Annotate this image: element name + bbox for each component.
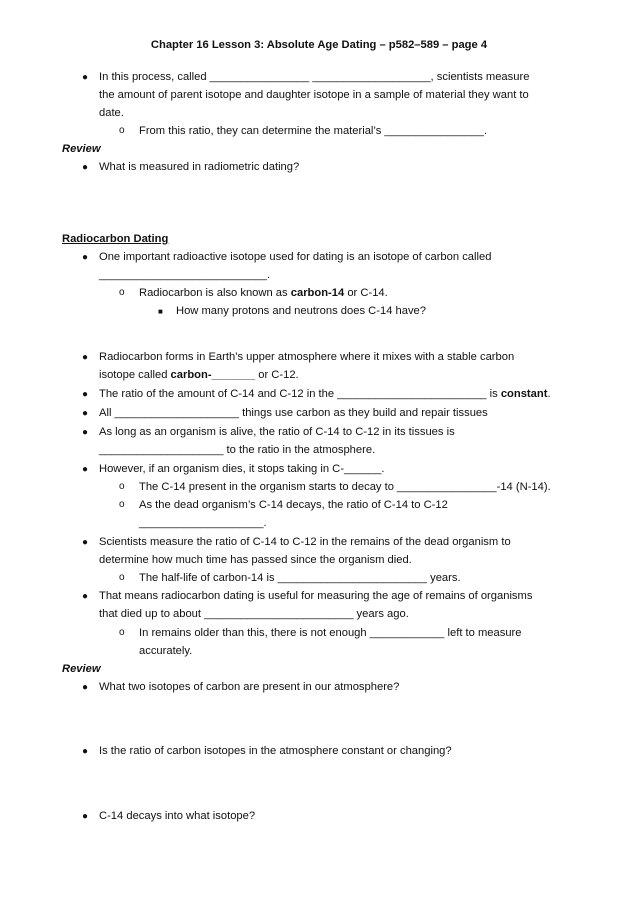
rc-bullet-5-line-2: ____________________ to the ratio in the atmosphere. [99,444,376,456]
circle-bullet-icon: o [119,481,125,492]
circle-bullet-icon: o [119,125,125,136]
review-heading: Review [62,143,101,155]
bullet-icon: ● [82,811,89,822]
rc-bullet-2-line-1: Radiocarbon forms in Earth’s upper atmosphere where it mixes with a stable carbon [99,351,515,363]
rc-bullet-1-sub: Radiocarbon is also known as carbon-14 or C-14. [139,287,388,299]
rc-bullet-6-sub-1: The C-14 present in the organism starts to decay to ________________-14 (N-14). [139,481,551,493]
rc-bullet-7-line-1: Scientists measure the ratio of C-14 to C-12 in the remains of the dead organism to [99,536,511,548]
review-question: What two isotopes of carbon are present in our atmosphere? [99,681,400,693]
intro-line-3: date. [99,107,124,119]
circle-bullet-icon: o [119,287,125,298]
intro-line-1: In this process, called ________________ ___________________, scientists measure [99,71,530,83]
intro-subpoint: From this ratio, they can determine the material’s ________________. [139,125,488,137]
bullet-icon: ● [82,72,89,83]
bullet-icon: ● [82,162,89,173]
bullet-icon: ● [82,389,89,400]
bullet-icon: ● [82,352,89,363]
bullet-icon: ● [82,591,89,602]
square-bullet-icon: ■ [158,307,163,316]
rc-bullet-1-line-1: One important radioactive isotope used for dating is an isotope of carbon called [99,251,492,263]
section-heading: Radiocarbon Dating [62,233,169,245]
bullet-icon: ● [82,252,89,263]
intro-line-2: the amount of parent isotope and daughter isotope in a sample of material they want to [99,89,529,101]
rc-bullet-6-sub-2-line-2: ____________________. [139,517,267,529]
review-question: Is the ratio of carbon isotopes in the atmosphere constant or changing? [99,745,452,757]
circle-bullet-icon: o [119,572,125,583]
rc-bullet-1-line-2: ___________________________. [99,269,271,281]
rc-bullet-6: However, if an organism dies, it stops taking in C-______. [99,463,385,475]
page-title: Chapter 16 Lesson 3: Absolute Age Dating – p582–589 – page 4 [150,39,488,51]
rc-bullet-7-sub: The half-life of carbon-14 is ________________________ years. [139,572,461,584]
rc-bullet-6-sub-2-line-1: As the dead organism’s C-14 decays, the ratio of C-14 to C-12 [139,499,448,511]
rc-bullet-8-sub-line-2: accurately. [139,645,193,657]
rc-bullet-8-sub-line-1: In remains older than this, there is not enough ____________ left to measure [139,627,522,639]
review-question: What is measured in radiometric dating? [99,161,300,173]
rc-bullet-8-line-1: That means radiocarbon dating is useful for measuring the age of remains of organisms [99,590,533,602]
bullet-icon: ● [82,408,89,419]
bullet-icon: ● [82,537,89,548]
bullet-icon: ● [82,682,89,693]
review-question: C-14 decays into what isotope? [99,810,256,822]
rc-bullet-5-line-1: As long as an organism is alive, the ratio of C-14 to C-12 in its tissues is [99,426,455,438]
rc-bullet-1-subsub: How many protons and neutrons does C-14 have? [176,305,427,317]
circle-bullet-icon: o [119,627,125,638]
rc-bullet-8-line-2: that died up to about ________________________ years ago. [99,608,409,620]
review-heading: Review [62,663,101,675]
rc-bullet-4: All ____________________ things use carbon as they build and repair tissues [99,407,488,419]
rc-bullet-2-line-2: isotope called carbon-_______ or C-12. [99,369,299,381]
circle-bullet-icon: o [119,499,125,510]
bullet-icon: ● [82,464,89,475]
bullet-icon: ● [82,427,89,438]
rc-bullet-7-line-2: determine how much time has passed since the organism died. [99,554,412,566]
rc-bullet-3: The ratio of the amount of C-14 and C-12 in the ________________________ is constant. [99,388,551,400]
bullet-icon: ● [82,746,89,757]
